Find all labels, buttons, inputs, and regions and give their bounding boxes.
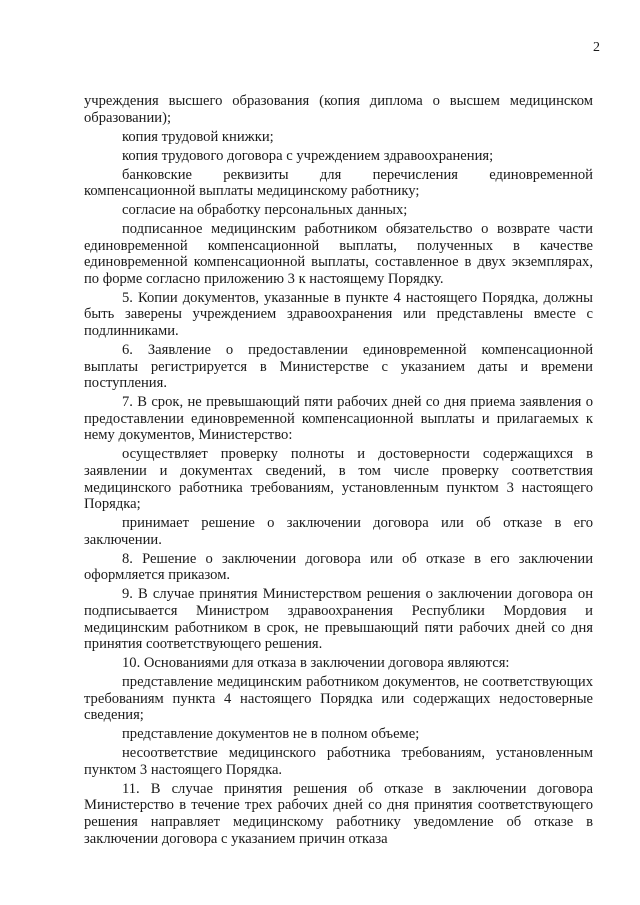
paragraph: 6. Заявление о предоставлении единовременной компенсационной выплаты регистрируется в Министерстве с указанием даты и времени поступления. <box>84 342 593 392</box>
paragraph: осуществляет проверку полноты и достоверности содержащихся в заявлении и документах сведений, в том числе проверку соответствия медицинского работника требованиям, установленным пунктом 3 настоящего Порядка; <box>84 446 593 513</box>
paragraph: представление документов не в полном объеме; <box>122 726 420 743</box>
paragraph: несоответствие медицинского работника требованиям, установленным пунктом 3 настоящего Порядка. <box>84 745 593 778</box>
paragraph: 9. В случае принятия Министерством решения о заключении договора он подписывается Министром здравоохранения Республики Мордовия и медицинским работником в срок, не превышающий пяти рабочих дней со дня принятия соответствующего решения. <box>84 586 593 653</box>
paragraph: 10. Основаниями для отказа в заключении договора являются: <box>122 655 510 672</box>
paragraph: согласие на обработку персональных данных; <box>122 202 408 219</box>
paragraph: подписанное медицинским работником обязательство о возврате части единовременной компенсационной выплаты, полученных в качестве единовременной компенсационной выплаты, составленное в двух экземплярах, по форме согласно приложению 3 к настоящему Порядку. <box>84 221 593 287</box>
paragraph: банковские реквизиты для перечисления единовременной компенсационной выплаты медицинскому работнику; <box>84 166 593 200</box>
paragraph: принимает решение о заключении договора или об отказе в его заключении. <box>84 515 593 548</box>
paragraph: учреждения высшего образования (копия диплома о высшем медицинском образовании); <box>84 93 593 126</box>
page-number: 2 <box>593 40 600 55</box>
paragraph: копия трудового договора с учреждением здравоохранения; <box>122 147 494 164</box>
paragraph: 7. В срок, не превышающий пяти рабочих дней со дня приема заявления о предоставлении единовременной компенсационной выплаты и прилагаемых к нему документов, Министерство: <box>84 394 593 444</box>
paragraph: 8. Решение о заключении договора или об отказе в его заключении оформляется приказом. <box>84 550 593 584</box>
paragraph: 11. В случае принятия решения об отказе в заключении договора Министерство в течение трех рабочих дней со дня принятия соответствующего решения направляет медицинскому работнику уведомление об отказе в заключении договора с указанием причин отказа <box>84 780 593 847</box>
paragraph: 5. Копии документов, указанные в пункте 4 настоящего Порядка, должны быть заверены учреждением здравоохранения или представлены вместе с подлинниками. <box>84 289 593 340</box>
paragraph: представление медицинским работником документов, не соответствующих требованиям пункта 4 настоящего Порядка или содержащих недостоверные сведения; <box>84 674 593 724</box>
paragraph: копия трудовой книжки; <box>122 128 274 145</box>
document-body <box>84 93 593 850</box>
